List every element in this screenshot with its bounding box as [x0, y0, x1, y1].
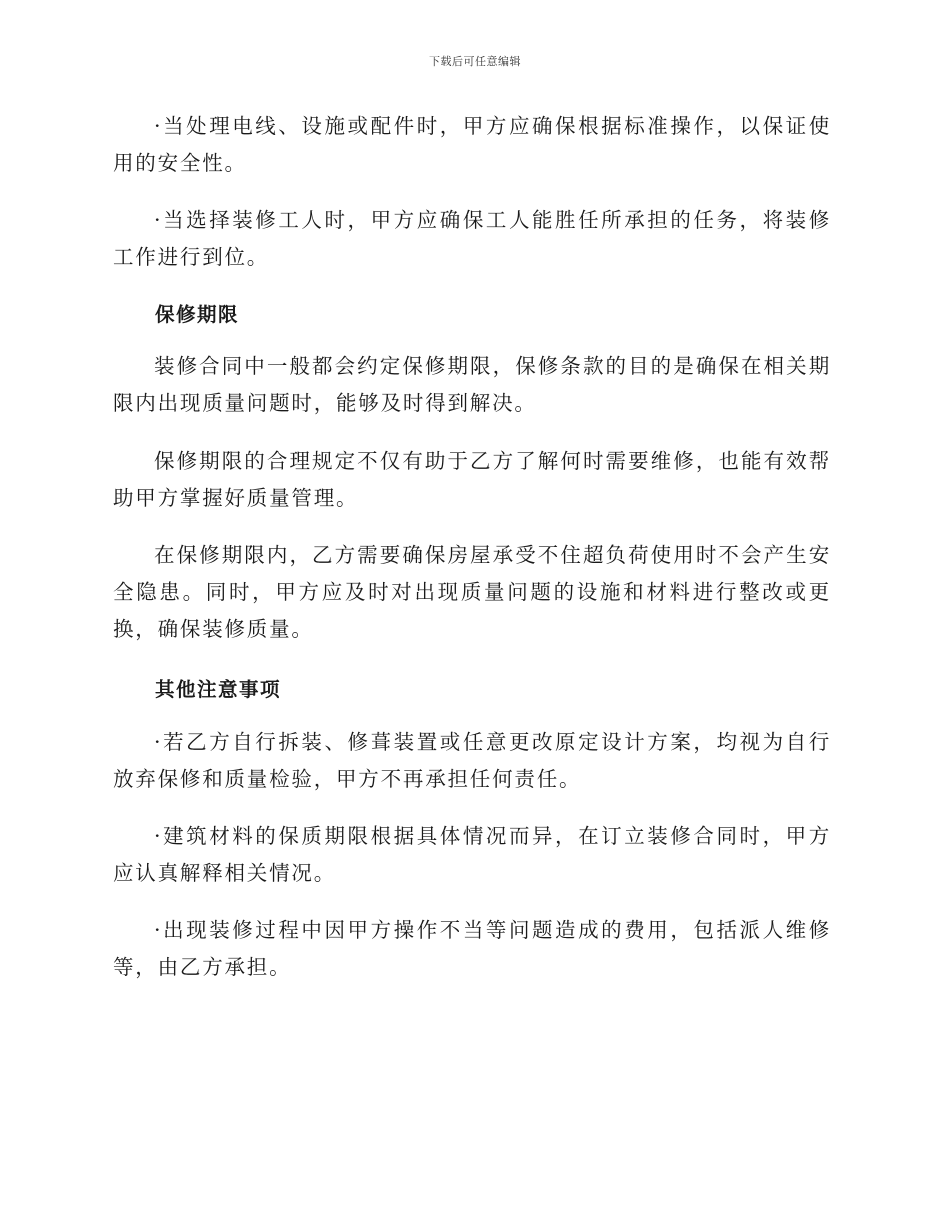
paragraph-text: ·建筑材料的保质期限根据具体情况而异，在订立装修合同时，甲方应认真解释相关情况。: [113, 824, 831, 885]
paragraph-text: ·当选择装修工人时，甲方应确保工人能胜任所承担的任务，将装修工作进行到位。: [113, 208, 831, 269]
paragraph-warranty-purpose: [113, 443, 831, 517]
paragraph-text: 在保修期限内，乙方需要确保房屋承受不住超负荷使用时不会产生安全隐患。同时，甲方应及时对出现质量问题的设施和材料进行整改或更换，确保装修质量。: [113, 543, 831, 641]
paragraph-text: ·当处理电线、设施或配件时，甲方应确保根据标准操作，以保证使用的安全性。: [113, 114, 831, 175]
page-header: 下载后可任意编辑: [429, 55, 521, 68]
paragraph-text: ·若乙方自行拆装、修葺装置或任意更改原定设计方案，均视为自行放弃保修和质量检验，甲方不再承担任何责任。: [113, 730, 831, 791]
paragraph-wire-safety: [113, 108, 831, 182]
paragraph-text: 保修期限的合理规定不仅有助于乙方了解何时需要维修，也能有效帮助甲方掌握好质量管理。: [113, 449, 831, 510]
paragraph-text: 装修合同中一般都会约定保修期限，保修条款的目的是确保在相关期限内出现质量问题时，能够及时得到解决。: [113, 354, 831, 415]
paragraph-materials: [113, 818, 831, 892]
section-heading-warranty: 保修期限: [155, 303, 240, 326]
paragraph-costs: [113, 912, 831, 986]
paragraph-warranty-intro: [113, 348, 831, 422]
section-heading-other: 其他注意事项: [155, 678, 282, 701]
paragraph-text: ·出现装修过程中因甲方操作不当等问题造成的费用，包括派人维修等，由乙方承担。: [113, 918, 831, 979]
paragraph-worker-selection: [113, 202, 831, 276]
paragraph-self-modification: [113, 724, 831, 798]
paragraph-warranty-duty: [113, 537, 831, 648]
